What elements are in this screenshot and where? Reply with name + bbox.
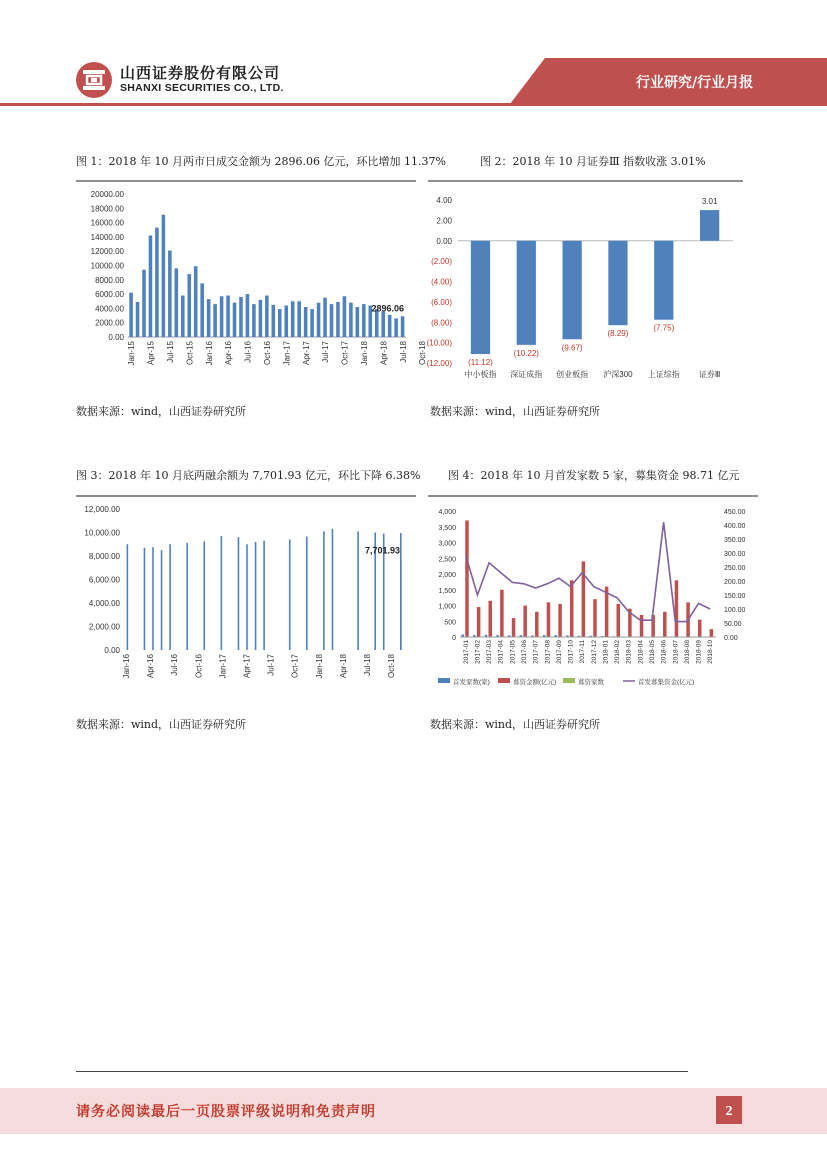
figure1-bar <box>362 304 366 337</box>
figure3-ytick-label: 4,000.00 <box>88 599 120 608</box>
figure1-bar <box>162 215 166 337</box>
figure3-xtick-label: Apr-18 <box>338 654 348 679</box>
figure3-bar <box>246 544 248 650</box>
figure3-ytick-label: 0.00 <box>104 646 120 655</box>
figure2-bar <box>608 241 627 325</box>
figure2-ytick-label: (10.00) <box>426 338 452 348</box>
figure3-source: 数据来源：wind，山西证券研究所 <box>76 718 247 731</box>
figure1-xtick-label: Oct-16 <box>263 341 272 366</box>
figure4-xtick-label: 2018-03 <box>625 640 633 664</box>
figure4-ytick-right: 0.00 <box>724 635 738 642</box>
figure1-bar <box>336 302 340 337</box>
figure1-caption: 图 1：2018 年 10 月两市日成交金额为 2896.06 亿元，环比增加 11.37% <box>76 155 446 168</box>
figure4-bar <box>710 629 713 637</box>
figure1-bar <box>233 303 237 337</box>
figure1-xtick-label: Jul-18 <box>398 341 408 363</box>
figure4-xtick-label: 2018-08 <box>683 640 691 664</box>
figure1-bar <box>330 304 334 337</box>
figure3-ytick-label: 10,000.00 <box>84 528 120 538</box>
figure4-ytick-left: 2,000 <box>438 572 456 579</box>
header <box>0 0 827 110</box>
figure2-ytick-label: (4.00) <box>431 277 452 287</box>
figure3-bar <box>289 540 291 650</box>
figure1-bar <box>129 293 133 337</box>
figure1-bar <box>317 303 321 337</box>
figure4-bar <box>547 602 550 637</box>
figure4-ytick-left: 3,500 <box>438 524 456 532</box>
figure1-bar <box>388 315 392 337</box>
figure2-bar <box>471 241 490 354</box>
figure1-bar <box>181 296 185 337</box>
figure1-bar <box>246 294 250 337</box>
figure1-ytick-label: 8000.00 <box>95 275 124 285</box>
figure3-bar <box>238 537 240 650</box>
figure1-bar <box>304 307 308 337</box>
figure2-category-label: 证券Ⅲ <box>698 370 721 379</box>
figure3-ytick-label: 6,000.00 <box>88 575 120 585</box>
figure2-bar <box>517 241 536 345</box>
figure4-ytick-right: 250.00 <box>724 565 746 572</box>
figure4-legend-swatch <box>438 678 450 683</box>
figure1-ytick-label: 12000.00 <box>90 247 124 257</box>
figure1-bar <box>401 316 405 337</box>
figure4-ytick-right: 200.00 <box>724 579 746 586</box>
figure1-bar <box>381 311 385 337</box>
figure3-bar <box>255 542 257 650</box>
figure4-ytick-left: 0 <box>452 635 456 642</box>
figure4-xtick-label: 2018-06 <box>660 640 668 664</box>
figure4-ytick-right: 300.00 <box>724 551 746 558</box>
figure1-bar <box>213 304 217 337</box>
figure1-ytick-label: 0.00 <box>108 333 124 342</box>
figure3-bar <box>169 544 171 650</box>
figure3-ytick-label: 2,000.00 <box>88 622 120 632</box>
figure4-bar <box>663 612 666 637</box>
figure4-ytick-right: 450.00 <box>724 509 746 516</box>
figure3-bar <box>221 536 223 650</box>
figure3-xtick-label: Apr-17 <box>242 654 252 679</box>
figure3-annotation: 7,701.93 <box>364 545 400 556</box>
figure1-bar <box>323 298 327 337</box>
figure4-xtick-label: 2017-05 <box>509 640 517 664</box>
figure1-xtick-label: Apr-17 <box>301 341 311 366</box>
figure4-ytick-right: 50.00 <box>724 621 742 628</box>
figure3-bar <box>152 547 154 650</box>
footer-disclaimer: 请务必阅读最后一页股票评级说明和免责声明 <box>76 1104 376 1120</box>
figure1-ytick-label: 4000.00 <box>95 304 124 314</box>
company-name-en: SHANXI SECURITIES CO., LTD. <box>120 82 284 94</box>
figure2-data-label: (10.22) <box>513 348 539 358</box>
figure1-xtick-label: Apr-16 <box>224 341 234 366</box>
figure3-bar <box>357 531 359 650</box>
figure4-ytick-right: 350.00 <box>724 537 746 544</box>
figure3-bar <box>400 560 402 650</box>
figure4-ytick-right: 150.00 <box>724 593 746 600</box>
figure3-bar <box>332 529 334 650</box>
figure1-xtick-label: Jan-18 <box>359 341 369 366</box>
figure4-legend-label: 首发家数(家) <box>453 679 490 686</box>
figure3-xtick-label: Oct-16 <box>194 654 204 679</box>
figure4-ytick-left: 1,500 <box>438 587 456 595</box>
figure1-bar <box>278 309 282 337</box>
figure4-bar <box>570 580 573 637</box>
figure4-xtick-label: 2017-11 <box>579 640 587 664</box>
figure2-bar <box>700 210 719 241</box>
figure2-ytick-label: 0.00 <box>436 236 452 246</box>
figure1-bar <box>194 266 198 337</box>
figure1-bar <box>356 307 360 337</box>
figure3-ytick-label: 8,000.00 <box>88 552 120 561</box>
figure1-bar <box>272 305 276 337</box>
figure3-xtick-label: Jan-17 <box>218 654 228 679</box>
figure1-bar <box>343 296 347 337</box>
figure1-xtick-label: Jul-15 <box>166 341 176 363</box>
figure4-xtick-label: 2017-04 <box>497 640 505 664</box>
figure1-xtick-label: Jan-16 <box>204 341 214 366</box>
figure1-source: 数据来源：wind，山西证券研究所 <box>76 405 247 418</box>
figure4-bar <box>477 607 480 637</box>
figure3-bar <box>161 550 163 650</box>
figure4-source: 数据来源：wind，山西证券研究所 <box>430 718 601 731</box>
figure3-bar <box>263 541 265 650</box>
figure3-xtick-label: Jan-18 <box>314 654 324 679</box>
figure3-xtick-label: Apr-16 <box>146 654 156 679</box>
figure1-bar <box>149 235 153 337</box>
figure4-bar <box>465 520 468 637</box>
figure4-bar <box>593 599 596 637</box>
figure2-source: 数据来源：wind，山西证券研究所 <box>430 405 601 418</box>
figure3-xtick-label: Jul-18 <box>362 654 372 676</box>
figure4-xtick-label: 2017-07 <box>532 640 540 664</box>
figure4-caption: 图 4：2018 年 10 月首发家数 5 家，募集资金 98.71 亿元 <box>448 469 740 482</box>
figure4-ytick-left: 1,000 <box>438 603 456 611</box>
figure1-xtick-label: Oct-17 <box>340 341 350 366</box>
figure1-xtick-label: Jan-17 <box>282 341 292 366</box>
figure2-category-label: 上证综指 <box>647 370 680 379</box>
figure1-xtick-label: Oct-18 <box>418 341 428 366</box>
figure1-ytick-label: 6000.00 <box>95 290 124 300</box>
figure1-xtick-label: Oct-15 <box>185 341 195 366</box>
figure2-data-label: (11.12) <box>468 358 493 368</box>
figure3-bar <box>323 531 325 650</box>
figure4-legend-label: 募资家数 <box>578 679 604 686</box>
figure4-ytick-left: 3,000 <box>438 540 456 548</box>
figure4-legend-swatch <box>563 678 575 683</box>
figure1-ytick-label: 18000.00 <box>90 204 124 214</box>
figure4-xtick-label: 2017-02 <box>474 640 482 664</box>
figure2-ytick-label: 2.00 <box>436 216 452 226</box>
figure2-category-label: 创业板指 <box>556 370 589 379</box>
figure4-xtick-label: 2018-02 <box>614 640 622 664</box>
figure3-xtick-label: Jan-16 <box>122 654 131 679</box>
figure2-data-label: 3.01 <box>701 197 718 207</box>
figure4-bar <box>698 620 701 637</box>
figure4-ytick-right: 100.00 <box>724 607 746 614</box>
figure2-bar <box>563 241 582 340</box>
figure1-ytick-label: 16000.00 <box>90 218 124 228</box>
figure1-bar <box>291 301 295 337</box>
figure1-bar <box>226 296 230 337</box>
figure3-xtick-label: Jul-17 <box>266 654 276 676</box>
figure1-bar <box>265 296 269 337</box>
figure4-bar <box>512 618 515 637</box>
figure1-xtick-label: Jan-15 <box>127 341 137 366</box>
figure4-xtick-label: 2018-09 <box>695 640 703 664</box>
figure2-category-label: 深证成指 <box>510 370 543 379</box>
figure1-bar <box>252 304 256 337</box>
figure3-bar <box>203 541 205 650</box>
figure3-bar <box>306 537 308 650</box>
figure1-bar <box>310 309 314 337</box>
figure3-bar <box>186 543 188 650</box>
figure2-caption: 图 2：2018 年 10 月证券Ⅲ 指数收涨 3.01% <box>480 155 706 168</box>
figure2-data-label: (8.29) <box>607 329 629 339</box>
figure3-chart <box>76 495 416 695</box>
figure4-xtick-label: 2018-04 <box>637 640 645 664</box>
figure4-ytick-left: 500 <box>444 619 456 627</box>
figure1-bar <box>155 228 159 337</box>
figure4-xtick-label: 2018-10 <box>707 640 715 664</box>
figure3-bar <box>144 548 146 650</box>
figure2-category-label: 沪深300 <box>603 370 633 379</box>
figure1-chart <box>76 180 428 380</box>
figure1-bar <box>175 268 179 337</box>
figure1-ytick-label: 14000.00 <box>90 232 124 242</box>
figure3-xtick-label: Jul-16 <box>170 654 180 676</box>
figure4-xtick-label: 2018-07 <box>672 640 680 664</box>
figure2-ytick-label: (8.00) <box>431 318 452 328</box>
figure3-xtick-label: Oct-18 <box>387 654 397 679</box>
figure1-bar <box>187 274 191 337</box>
figure1-bar <box>220 296 224 337</box>
figure4-xtick-label: 2017-09 <box>555 640 563 664</box>
figure2-chart <box>428 180 743 380</box>
figure4-bar <box>523 606 526 638</box>
figure4-bar <box>675 580 678 637</box>
figure4-ytick-left: 2,500 <box>438 556 456 564</box>
figure4-bar <box>489 601 492 637</box>
figure4-bar <box>640 615 643 637</box>
figure2-ytick-label: 4.00 <box>436 196 452 205</box>
figure3-xtick-label: Oct-17 <box>290 654 300 679</box>
page-number: 2 <box>725 1104 733 1119</box>
figure3-bar <box>127 544 129 650</box>
figure1-annotation: 2896.06 <box>371 303 404 314</box>
figure4-xtick-label: 2017-01 <box>462 640 470 664</box>
figure2-data-label: (9.67) <box>561 343 583 353</box>
figure1-bar <box>375 309 379 337</box>
figure1-bar <box>168 250 172 337</box>
figure4-bar <box>500 590 503 637</box>
figure4-bar <box>617 604 620 637</box>
figure4-legend-label: 首发募集资金(亿元) <box>638 679 695 686</box>
figure2-ytick-label: (12.00) <box>426 359 452 368</box>
figure4-xtick-label: 2017-08 <box>544 640 552 664</box>
figure1-bar <box>239 297 243 337</box>
page-number-box <box>716 1096 742 1124</box>
figure1-bar <box>284 306 288 337</box>
figure1-bar <box>297 301 301 337</box>
figure3-ytick-label: 12,000.00 <box>84 505 120 514</box>
company-name-cn: 山西证券股份有限公司 <box>120 64 281 82</box>
figure2-ytick-label: (2.00) <box>431 257 452 267</box>
figure1-ytick-label: 2000.00 <box>95 318 124 328</box>
figure1-bar <box>207 299 211 337</box>
figure4-ytick-left: 4,000 <box>438 509 456 516</box>
section-label: 行业研究/行业月报 <box>636 75 754 91</box>
figure4-chart <box>428 495 758 695</box>
figure1-ytick-label: 10000.00 <box>90 261 124 271</box>
footer-rule <box>76 1071 688 1072</box>
figure2-category-label: 中小板指 <box>464 370 497 379</box>
figure1-bar <box>394 318 398 337</box>
figure1-bar <box>259 300 263 337</box>
figure4-xtick-label: 2018-05 <box>649 640 656 664</box>
figure1-bar <box>136 302 140 337</box>
figure3-caption: 图 3：2018 年 10 月底两融余额为 7,701.93 亿元，环比下降 6.38% <box>76 469 421 482</box>
figure4-xtick-label: 2017-10 <box>567 640 575 664</box>
figure2-data-label: (7.75) <box>653 323 675 333</box>
figure4-ytick-right: 400.00 <box>724 523 746 530</box>
figure1-xtick-label: Jul-16 <box>243 341 253 363</box>
figure4-bar <box>558 604 561 637</box>
figure4-xtick-label: 2017-03 <box>486 640 494 664</box>
figure1-bar <box>349 303 353 337</box>
figure1-xtick-label: Apr-18 <box>379 341 389 366</box>
figure2-bar <box>654 241 673 320</box>
figure1-xtick-label: Apr-15 <box>146 341 156 366</box>
figure1-bar <box>142 270 146 337</box>
figure4-xtick-label: 2017-12 <box>590 640 598 664</box>
figure1-xtick-label: Jul-17 <box>321 341 331 363</box>
figure4-xtick-label: 2017-06 <box>521 640 528 664</box>
figure2-ytick-label: (6.00) <box>431 297 452 307</box>
figure4-bar <box>535 612 538 637</box>
figure1-bar <box>200 283 204 337</box>
figure4-xtick-label: 2018-01 <box>602 640 610 664</box>
figure4-legend-label: 募资金额(亿元) <box>513 679 557 686</box>
figure4-legend-swatch <box>498 678 510 683</box>
figure1-ytick-label: 20000.00 <box>90 190 124 199</box>
